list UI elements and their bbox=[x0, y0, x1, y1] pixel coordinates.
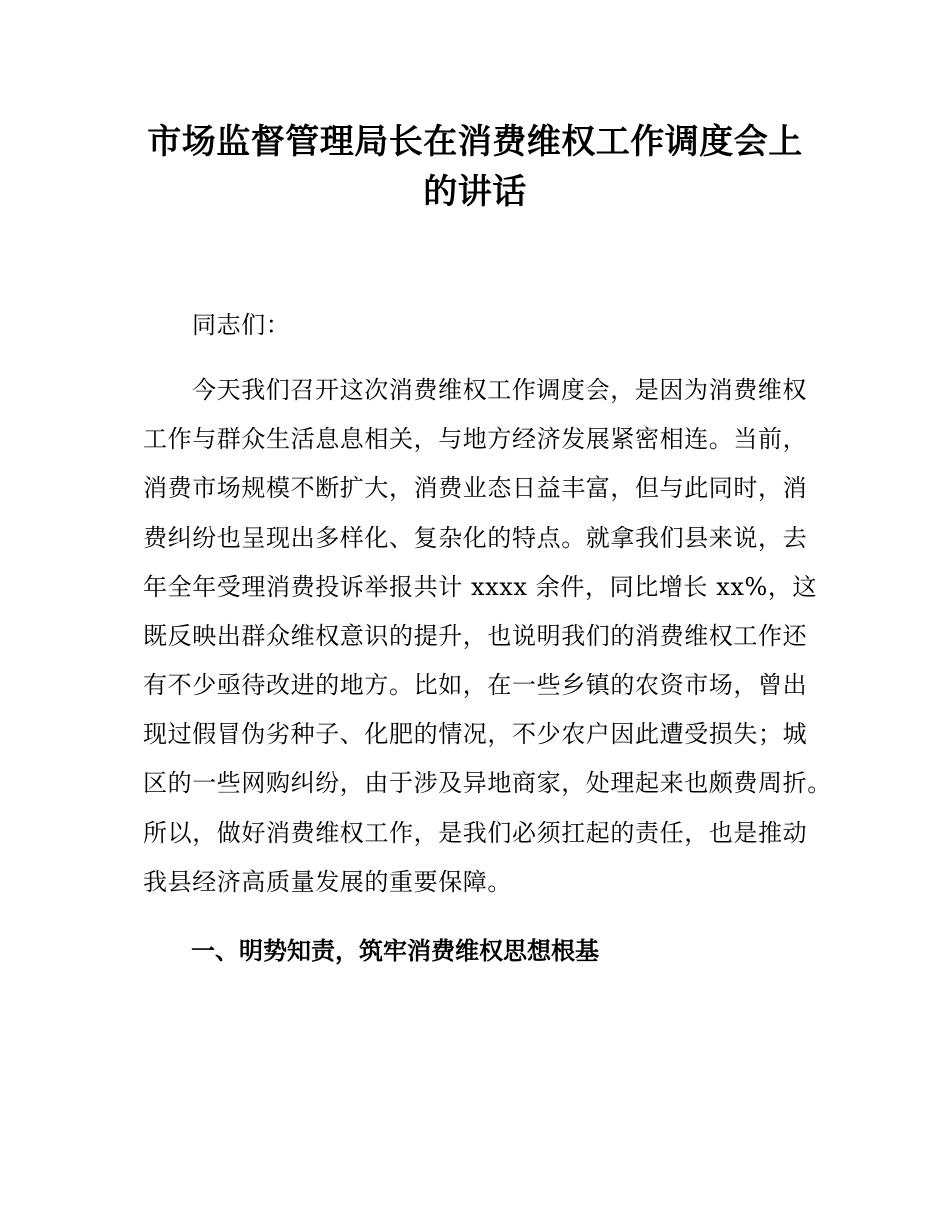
document-title-line-2: 的讲话 bbox=[423, 172, 527, 212]
paragraph-line: 消费市场规模不断扩大，消费业态日益丰富，但与此同时，消 bbox=[143, 474, 808, 502]
section-heading: 一、明势知责，筑牢消费维权思想根基 bbox=[191, 937, 599, 965]
paragraph-line: 既反映出群众维权意识的提升，也说明我们的消费维权工作还 bbox=[143, 622, 808, 650]
paragraph-line: 费纠纷也呈现出多样化、复杂化的特点。就拿我们县来说，去 bbox=[143, 524, 808, 552]
paragraph-line: 区的一些网购纠纷，由于涉及异地商家，处理起来也颇费周折。 bbox=[143, 769, 832, 797]
paragraph-line: 所以，做好消费维权工作，是我们必须扛起的责任，也是推动 bbox=[143, 819, 808, 847]
salutation: 同志们： bbox=[192, 311, 291, 339]
paragraph-line: 年全年受理消费投诉举报共计 xxxx 余件，同比增长 xx%，这 bbox=[143, 573, 818, 601]
paragraph-line: 有不少亟待改进的地方。比如，在一些乡镇的农资市场，曾出 bbox=[143, 671, 808, 699]
paragraph-line: 今天我们召开这次消费维权工作调度会，是因为消费维权 bbox=[192, 376, 807, 404]
paragraph-line: 工作与群众生活息息相关，与地方经济发展紧密相连。当前， bbox=[143, 425, 808, 453]
paragraph-line: 现过假冒伪劣种子、化肥的情况，不少农户因此遭受损失；城 bbox=[143, 720, 808, 748]
document-title-line-1: 市场监督管理局长在消费维权工作调度会上 bbox=[147, 122, 803, 162]
paragraph-line: 我县经济高质量发展的重要保障。 bbox=[143, 868, 512, 896]
